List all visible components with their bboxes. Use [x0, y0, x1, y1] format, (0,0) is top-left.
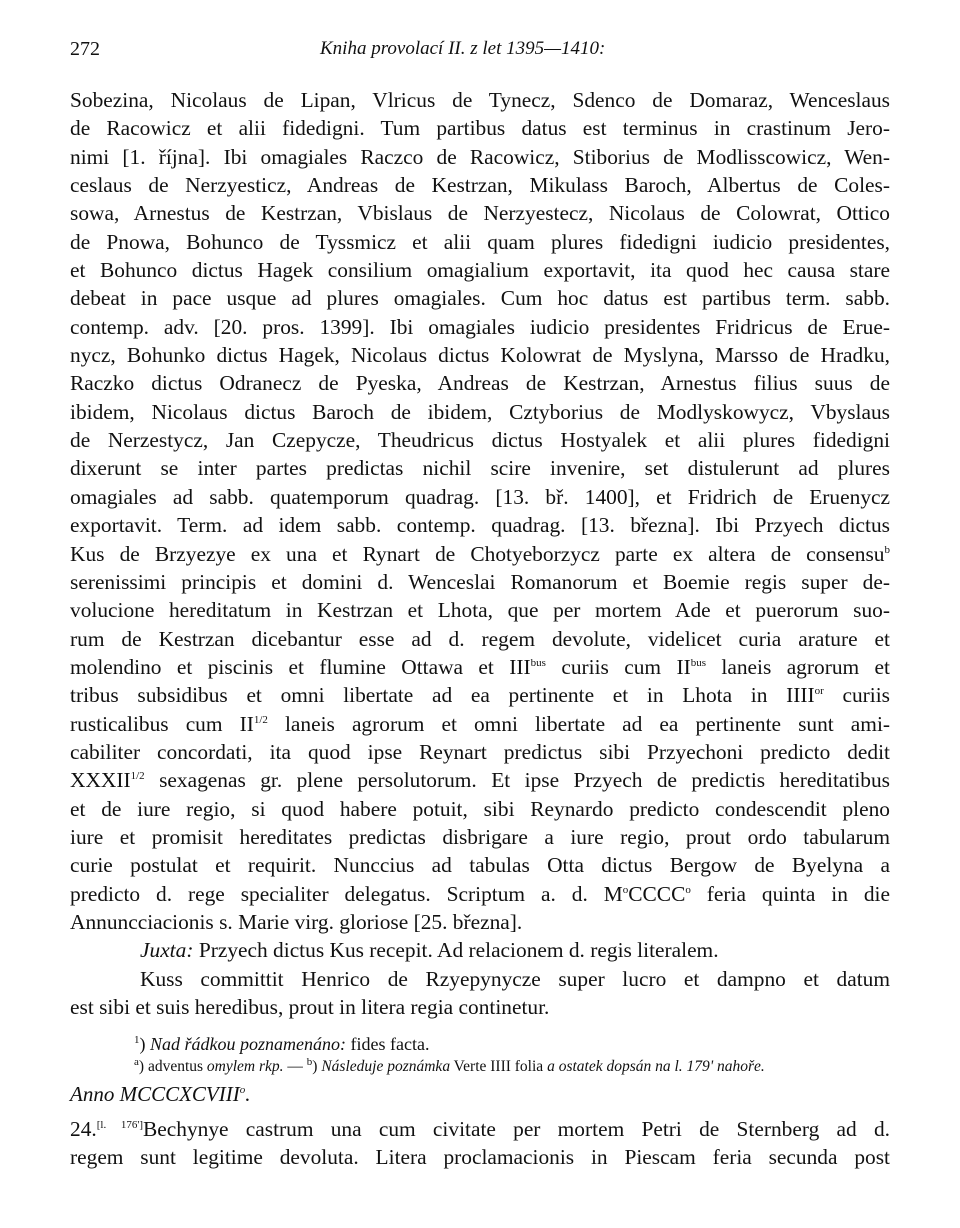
- text-line: nimi [1. října]. Ibi omagiales Raczco de Racowicz, Stiborius de Modlisscowicz, Wen-: [70, 144, 890, 169]
- text-line: curie postulat et requirit. Nunccius ad tabulas Otta dictus Bergow de Byelyna a: [70, 853, 890, 878]
- text-line: Kuss committit Henrico de Rzyepynycze super lucro et dampno et datum: [140, 966, 890, 991]
- text-line: [70, 710, 890, 738]
- superscript: o: [622, 883, 629, 896]
- text-line: de Racowicz et alii fidedigni. Tum partibus datus est terminus in crastinum Jero-: [70, 116, 890, 141]
- juxta-label: Juxta:: [140, 938, 194, 963]
- text-line: contemp. adv. [20. pros. 1399]. Ibi omagiales iudicio presidentes Fridricus de Erue-: [70, 314, 890, 339]
- line-text: feria quinta in die: [690, 881, 890, 906]
- line-text: molendino et piscinis et flumine Ottawa et III: [70, 654, 531, 679]
- entry-number: 24.: [70, 1117, 97, 1141]
- superscript: o: [685, 883, 691, 896]
- line-text: rusticalibus cum II: [70, 711, 254, 736]
- line-text: laneis agrorum et omni libertate ad ea pertinente sunt ami-: [267, 711, 891, 736]
- footnote-italic: a ostatek dopsán na l. 179: [547, 1058, 710, 1075]
- text-line: [70, 1115, 890, 1143]
- page-header: [70, 38, 890, 68]
- text-line: serenissimi principis et domini d. Wenceslai Romanorum et Boemie regis super de-: [70, 569, 890, 594]
- line-text: Kus de Brzyezye ex una et Rynart de Chotyeborzycz parte ex altera de consensu: [70, 541, 885, 566]
- text-line: nycz, Bohunko dictus Hagek, Nicolaus dictus Kolowrat de Myslyna, Marsso de Hradku,: [70, 343, 890, 368]
- footnote-italic: ' nahoře.: [709, 1058, 765, 1075]
- text-line: Annuncciacionis s. Marie virg. gloriose [25. března].: [70, 909, 523, 934]
- line-text: tribus subsidibus et omni libertate ad ea pertinente et in Lhota in IIII: [70, 683, 815, 708]
- text-line: et de iure regio, si quod habere potuit, sibi Reynardo predicto condescendit pleno: [70, 796, 890, 821]
- main-text: [70, 86, 890, 1021]
- footnote-1: $^1$) Nad řádkou poznamenáno: fides facta.: [134, 1034, 430, 1054]
- text-line: exportavit. Term. ad idem sabb. contemp. quadrag. [13. března]. Ibi Przyech dictus: [70, 513, 890, 538]
- superscript: o: [239, 1084, 246, 1096]
- line-text: sexagenas gr. plene persolutorum. Et ipse Przyech de predictis hereditatibus: [144, 768, 890, 793]
- line-text: predicto d. rege specialiter delegatus. Scriptum a. d. M: [70, 881, 623, 906]
- text-line: [70, 681, 890, 709]
- fraction: 1/2: [253, 713, 268, 726]
- line-text: XXXII: [70, 768, 131, 793]
- line-text: laneis agrorum et: [706, 654, 890, 679]
- footnote-text: adventus: [144, 1058, 207, 1075]
- text-line: est sibi et suis heredibus, prout in litera regia continetur.: [70, 995, 550, 1019]
- text-line: Sobezina, Nicolaus de Lipan, Vlricus de Tynecz, Sdenco de Domaraz, Wenceslaus: [70, 88, 890, 112]
- page-number: 272: [70, 38, 100, 60]
- fraction: 1/2: [130, 770, 145, 783]
- footnote-dash: —: [283, 1058, 307, 1075]
- footnote-text: Verte IIII folia: [450, 1058, 548, 1075]
- line-text: curiis cum II: [545, 654, 691, 679]
- text-line: [70, 653, 890, 681]
- footnote-mark: b: [306, 1055, 313, 1068]
- text-line: ibidem, Nicolaus dictus Baroch de ibidem, Cztyborius de Modlyskowycz, Vbyslaus: [70, 399, 890, 424]
- footnote-mark: a: [134, 1055, 139, 1068]
- line-text: CCCC: [628, 881, 686, 906]
- year-heading: [70, 1082, 250, 1107]
- text-line: [70, 880, 890, 908]
- text-line: ceslaus de Nerzyesticz, Andreas de Kestrzan, Mikulass Baroch, Albertus de Coles-: [70, 173, 890, 198]
- text-line: Raczko dictus Odranecz de Pyeska, Andreas de Kestrzan, Arnestus filius suus de: [70, 371, 890, 396]
- text-line: iure et promisit hereditates predictas disbrigare a iure regio, prout ordo tabularum: [70, 824, 890, 849]
- text-line: de Nerzestycz, Jan Czepycze, Theudricus dictus Hostyalek et alii plures fidedigni: [70, 428, 890, 453]
- text-line: et Bohunco dictus Hagek consilium omagialium exportavit, ita quod hec causa stare: [70, 258, 890, 283]
- line-text: Przyech dictus Kus recepit. Ad relacionem d. regis literalem.: [198, 938, 719, 963]
- text-line: regem sunt legitime devoluta. Litera proclamacionis in Piescam feria secunda post: [70, 1145, 890, 1170]
- footnote-label: Nad řádkou poznamenáno:: [150, 1034, 346, 1054]
- footnote-italic: omylem rkp.: [206, 1058, 284, 1075]
- text-line: [70, 540, 890, 568]
- footnote-italic: Následuje poznámka: [317, 1058, 451, 1075]
- text-line: volucione hereditatum in Kestrzan et Lhota, que per mortem Ade et puerorum suo-: [70, 598, 890, 623]
- text-line: [70, 936, 890, 964]
- text-line: [70, 766, 890, 794]
- superscript: bus: [690, 656, 706, 669]
- text-line: cabiliter concordati, ita quod ipse Reynart predictus sibi Przyechoni predicto dedit: [70, 739, 890, 764]
- line-text: Bechynye castrum una cum civitate per mortem Petri de Sternberg ad d.: [143, 1117, 890, 1141]
- text-line: de Pnowa, Bohunco de Tyssmicz et alii quam plures fidedigni iudicio presidentes,: [70, 229, 890, 254]
- footnote-2: $^a$) adventus omylem rkp. — $^b$) Následuje poznámka Verte IIII folia a ostatek dopsán na l. 179' nahoře.: [134, 1055, 765, 1075]
- folio-ref: [l. 176']: [96, 1118, 144, 1131]
- text-line: rum de Kestrzan dicebantur esse ad d. regem devolute, videlicet curia arature et: [70, 626, 890, 651]
- running-title: Kniha provolací II. z let 1395—1410:: [320, 38, 606, 59]
- line-text: curiis: [823, 683, 891, 708]
- footnote-ref: b: [884, 543, 890, 556]
- text-line: debeat in pace usque ad plures omagiales. Cum hoc datus est partibus term. sabb.: [70, 286, 890, 311]
- text-line: omagiales ad sabb. quatemporum quadrag. [13. bř. 1400], et Fridrich de Eruenycz: [70, 484, 890, 509]
- text-line: dixerunt se inter partes predictas nichil scire invenire, set distulerunt ad plures: [70, 456, 890, 481]
- footnote-mark: 1: [134, 1034, 140, 1046]
- text-line: sowa, Arnestus de Kestrzan, Vbislaus de Nerzyestecz, Nicolaus de Colowrat, Ottico: [70, 201, 890, 226]
- year-label: Anno MCCCXCVIII: [70, 1082, 240, 1106]
- superscript: bus: [530, 656, 546, 669]
- footnote-text: fides facta.: [346, 1034, 430, 1054]
- superscript: or: [814, 685, 824, 698]
- entry-24: [70, 1115, 890, 1172]
- year-dot: .: [245, 1082, 251, 1106]
